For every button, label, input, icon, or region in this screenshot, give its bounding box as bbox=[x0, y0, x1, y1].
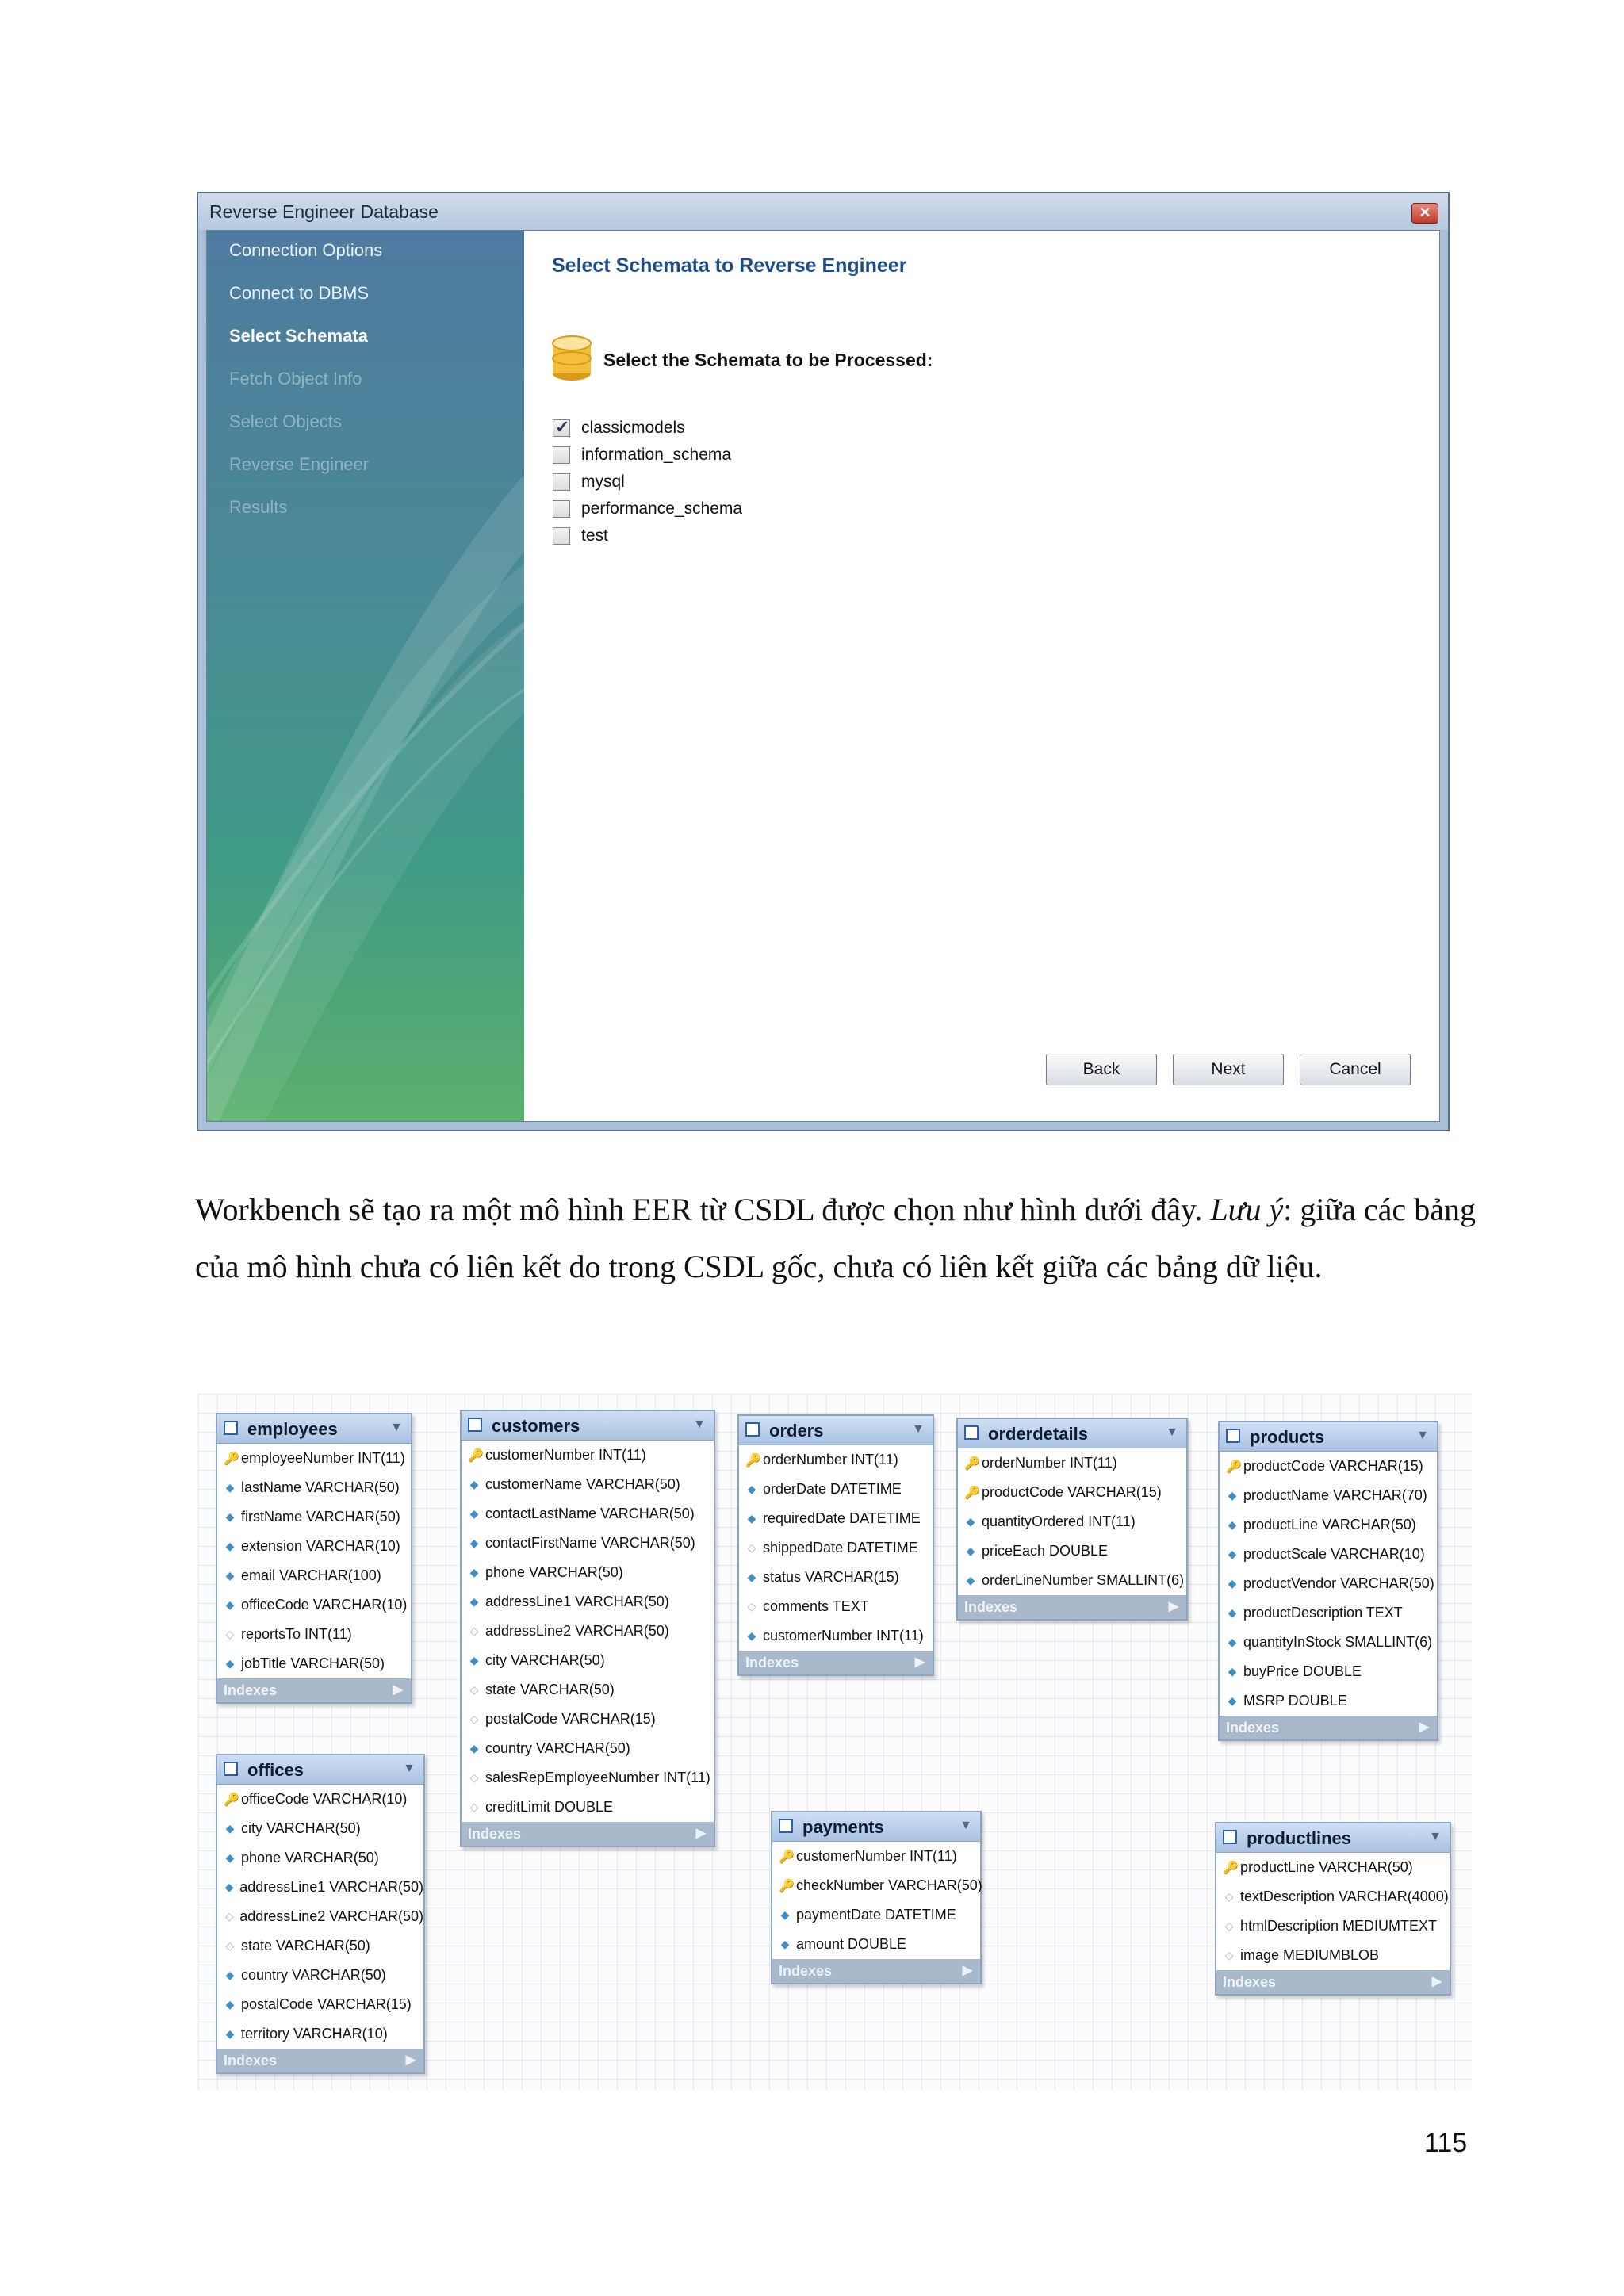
indexes-bar[interactable] bbox=[1216, 1970, 1450, 1994]
nullable-column-icon: ◇ bbox=[225, 1628, 235, 1640]
column-row bbox=[217, 1785, 423, 1814]
column-row bbox=[462, 1675, 714, 1705]
column-text: requiredDate DATETIME bbox=[763, 1510, 921, 1526]
column-row bbox=[217, 1873, 423, 1902]
table-employees[interactable] bbox=[216, 1413, 412, 1704]
column-row bbox=[217, 1561, 411, 1590]
column-row bbox=[1220, 1481, 1437, 1510]
nullable-column-icon: ◇ bbox=[469, 1683, 479, 1696]
schema-checkbox[interactable] bbox=[553, 419, 570, 437]
column-row bbox=[462, 1470, 714, 1499]
nullable-column-icon: ◇ bbox=[1224, 1919, 1234, 1932]
column-row bbox=[462, 1705, 714, 1734]
eer-diagram bbox=[198, 1394, 1472, 2090]
column-text: productVendor VARCHAR(50) bbox=[1243, 1575, 1434, 1591]
table-orders[interactable] bbox=[737, 1414, 934, 1676]
column-row bbox=[217, 1843, 423, 1873]
column-icon: ◆ bbox=[225, 1540, 235, 1552]
nullable-column-icon: ◇ bbox=[1224, 1949, 1234, 1961]
column-text: customerNumber INT(11) bbox=[796, 1848, 957, 1864]
wizard-sidebar bbox=[207, 231, 524, 1121]
column-icon: ◆ bbox=[966, 1574, 975, 1586]
table-orderdetails[interactable] bbox=[956, 1418, 1188, 1621]
column-icon: ◆ bbox=[1228, 1636, 1237, 1648]
table-customers[interactable] bbox=[460, 1410, 715, 1847]
column-row bbox=[217, 1590, 411, 1620]
table-payments[interactable] bbox=[771, 1811, 982, 1984]
schema-checkbox[interactable] bbox=[553, 527, 570, 545]
column-row bbox=[462, 1558, 714, 1587]
column-text: customerName VARCHAR(50) bbox=[485, 1476, 680, 1492]
collapse-arrow-icon[interactable]: ▼ bbox=[1166, 1425, 1178, 1439]
column-icon: ◆ bbox=[225, 1510, 235, 1523]
column-icon: ◆ bbox=[469, 1507, 479, 1520]
column-icon: ◆ bbox=[747, 1571, 756, 1583]
column-icon: ◆ bbox=[1228, 1665, 1237, 1678]
table-name: productlines bbox=[1247, 1828, 1352, 1848]
indexes-bar[interactable] bbox=[217, 2049, 423, 2072]
column-text: productLine VARCHAR(50) bbox=[1243, 1517, 1416, 1533]
column-row bbox=[739, 1592, 933, 1621]
column-row bbox=[462, 1617, 714, 1646]
column-row bbox=[217, 1532, 411, 1561]
column-row bbox=[739, 1533, 933, 1563]
column-icon: ◆ bbox=[469, 1595, 479, 1608]
nullable-column-icon: ◇ bbox=[224, 1910, 234, 1923]
schema-label: performance_schema bbox=[581, 499, 743, 518]
column-row bbox=[1220, 1598, 1437, 1628]
column-row bbox=[217, 1990, 423, 2019]
nullable-column-icon: ◇ bbox=[747, 1541, 756, 1554]
dialog-body bbox=[206, 230, 1440, 1122]
indexes-bar[interactable] bbox=[217, 1678, 411, 1702]
sidebar-swoosh-graphic bbox=[207, 231, 524, 1121]
column-row bbox=[1220, 1628, 1437, 1657]
column-text: productCode VARCHAR(15) bbox=[1243, 1458, 1423, 1474]
column-icon: ◆ bbox=[225, 1481, 235, 1494]
close-icon[interactable]: ✕ bbox=[1411, 203, 1438, 224]
table-offices[interactable] bbox=[216, 1754, 425, 2074]
schema-label: test bbox=[581, 526, 608, 545]
back-button-label: Back bbox=[1082, 1060, 1120, 1078]
nav-step-select-objects: Select Objects bbox=[229, 411, 342, 431]
table-icon bbox=[964, 1425, 979, 1440]
cancel-button[interactable] bbox=[1300, 1054, 1411, 1085]
column-text: email VARCHAR(100) bbox=[241, 1567, 381, 1583]
table-header[interactable] bbox=[462, 1411, 714, 1441]
dialog-title: Reverse Engineer Database bbox=[209, 201, 439, 222]
column-row bbox=[1220, 1686, 1437, 1716]
table-name: employees bbox=[247, 1419, 338, 1439]
column-text: jobTitle VARCHAR(50) bbox=[241, 1655, 385, 1671]
column-row bbox=[772, 1842, 980, 1871]
expand-arrow-icon[interactable]: ▶ bbox=[1431, 1975, 1442, 1988]
table-header[interactable] bbox=[739, 1416, 933, 1445]
indexes-label: Indexes bbox=[224, 2053, 278, 2068]
column-text: orderDate DATETIME bbox=[763, 1481, 902, 1497]
table-header[interactable] bbox=[1220, 1422, 1437, 1452]
schema-label: information_schema bbox=[581, 446, 732, 464]
column-text: postalCode VARCHAR(15) bbox=[241, 1996, 412, 2012]
column-row bbox=[1220, 1569, 1437, 1598]
column-icon: ◆ bbox=[1228, 1548, 1237, 1560]
table-name: offices bbox=[247, 1760, 304, 1780]
column-text: htmlDescription MEDIUMTEXT bbox=[1240, 1918, 1438, 1934]
column-icon: ◆ bbox=[225, 1569, 235, 1582]
primary-key-icon: 🔑 bbox=[745, 1453, 761, 1468]
schema-option[interactable] bbox=[553, 442, 742, 469]
column-text: state VARCHAR(50) bbox=[485, 1682, 615, 1697]
table-name: orders bbox=[769, 1421, 824, 1441]
schema-option[interactable] bbox=[553, 496, 742, 522]
nullable-column-icon: ◇ bbox=[225, 1939, 235, 1952]
column-text: priceEach DOUBLE bbox=[982, 1543, 1109, 1559]
nullable-column-icon: ◇ bbox=[469, 1712, 479, 1725]
column-text: customerNumber INT(11) bbox=[485, 1447, 646, 1463]
table-name: orderdetails bbox=[988, 1424, 1088, 1444]
nav-step-fetch-object-info: Fetch Object Info bbox=[229, 369, 362, 388]
column-row bbox=[772, 1871, 980, 1900]
column-row bbox=[772, 1930, 980, 1959]
column-text: addressLine1 VARCHAR(50) bbox=[239, 1879, 423, 1895]
primary-key-icon: 🔑 bbox=[964, 1456, 980, 1471]
column-row bbox=[462, 1587, 714, 1617]
column-text: addressLine1 VARCHAR(50) bbox=[485, 1594, 669, 1609]
column-row bbox=[217, 1620, 411, 1649]
column-row bbox=[217, 1961, 423, 1990]
table-name: customers bbox=[492, 1416, 580, 1436]
expand-arrow-icon[interactable]: ▶ bbox=[405, 2053, 416, 2067]
table-icon bbox=[779, 1819, 793, 1833]
column-row bbox=[958, 1478, 1186, 1507]
indexes-label: Indexes bbox=[964, 1599, 1018, 1615]
column-row bbox=[739, 1621, 933, 1651]
column-row bbox=[462, 1734, 714, 1763]
indexes-label: Indexes bbox=[779, 1963, 833, 1979]
column-text: territory VARCHAR(10) bbox=[241, 2026, 388, 2042]
column-text: comments TEXT bbox=[763, 1598, 869, 1614]
collapse-arrow-icon[interactable]: ▼ bbox=[403, 1762, 416, 1775]
column-row bbox=[217, 1814, 423, 1843]
column-text: productScale VARCHAR(10) bbox=[1243, 1546, 1425, 1562]
table-products[interactable] bbox=[1218, 1421, 1438, 1741]
column-row bbox=[462, 1763, 714, 1793]
column-text: creditLimit DOUBLE bbox=[485, 1799, 614, 1815]
schema-list bbox=[553, 415, 742, 549]
primary-key-icon: 🔑 bbox=[1226, 1460, 1242, 1474]
column-icon: ◆ bbox=[1228, 1489, 1237, 1502]
indexes-label: Indexes bbox=[1223, 1974, 1277, 1990]
paragraph-text-1: Workbench sẽ tạo ra một mô hình EER từ CSDL được chọn như hình dưới đây. bbox=[195, 1192, 1211, 1227]
column-row bbox=[739, 1445, 933, 1475]
dialog-titlebar bbox=[198, 193, 1448, 230]
column-icon: ◆ bbox=[469, 1566, 479, 1578]
column-text: salesRepEmployeeNumber INT(11) bbox=[485, 1770, 710, 1785]
indexes-label: Indexes bbox=[224, 1682, 278, 1698]
table-header[interactable] bbox=[217, 1414, 411, 1444]
indexes-label: Indexes bbox=[745, 1655, 799, 1670]
schema-checkbox[interactable] bbox=[553, 500, 570, 518]
column-text: reportsTo INT(11) bbox=[241, 1626, 352, 1642]
table-header[interactable] bbox=[1216, 1823, 1450, 1853]
column-row bbox=[1220, 1510, 1437, 1540]
column-text: MSRP DOUBLE bbox=[1243, 1693, 1347, 1709]
primary-key-icon: 🔑 bbox=[1223, 1861, 1239, 1875]
column-text: addressLine2 VARCHAR(50) bbox=[485, 1623, 669, 1639]
cancel-button-label: Cancel bbox=[1329, 1060, 1381, 1078]
expand-arrow-icon[interactable]: ▶ bbox=[393, 1683, 403, 1697]
column-text: productName VARCHAR(70) bbox=[1243, 1487, 1427, 1503]
column-row bbox=[1216, 1941, 1450, 1970]
column-text: checkNumber VARCHAR(50) bbox=[796, 1877, 982, 1893]
column-text: buyPrice DOUBLE bbox=[1243, 1663, 1362, 1679]
column-icon: ◆ bbox=[1228, 1694, 1237, 1707]
column-text: contactLastName VARCHAR(50) bbox=[485, 1506, 695, 1521]
paragraph-note: Lưu ý bbox=[1210, 1192, 1284, 1227]
column-row bbox=[1220, 1540, 1437, 1569]
column-row bbox=[958, 1566, 1186, 1595]
table-icon bbox=[224, 1421, 238, 1435]
column-text: employeeNumber INT(11) bbox=[241, 1450, 405, 1466]
collapse-arrow-icon[interactable]: ▼ bbox=[390, 1421, 403, 1434]
table-icon bbox=[224, 1762, 238, 1776]
column-text: textDescription VARCHAR(4000) bbox=[1240, 1888, 1449, 1904]
column-icon: ◆ bbox=[747, 1483, 756, 1495]
indexes-bar[interactable] bbox=[772, 1959, 980, 1983]
column-row bbox=[217, 1931, 423, 1961]
column-row bbox=[1220, 1657, 1437, 1686]
column-text: phone VARCHAR(50) bbox=[485, 1564, 623, 1580]
column-icon: ◆ bbox=[225, 1657, 235, 1670]
column-text: city VARCHAR(50) bbox=[241, 1820, 361, 1836]
column-text: paymentDate DATETIME bbox=[796, 1907, 956, 1923]
column-row bbox=[217, 1473, 411, 1502]
column-icon: ◆ bbox=[747, 1512, 756, 1525]
column-text: shippedDate DATETIME bbox=[763, 1540, 918, 1556]
primary-key-icon: 🔑 bbox=[779, 1879, 795, 1893]
column-row bbox=[217, 1649, 411, 1678]
expand-arrow-icon[interactable]: ▶ bbox=[914, 1655, 925, 1669]
column-text: extension VARCHAR(10) bbox=[241, 1538, 400, 1554]
column-row bbox=[217, 1502, 411, 1532]
table-header[interactable] bbox=[217, 1755, 423, 1785]
table-header[interactable] bbox=[772, 1812, 980, 1842]
schema-checkbox[interactable] bbox=[553, 446, 570, 464]
nullable-column-icon: ◇ bbox=[747, 1600, 756, 1613]
nullable-column-icon: ◇ bbox=[1224, 1890, 1234, 1903]
expand-arrow-icon[interactable]: ▶ bbox=[962, 1964, 972, 1977]
database-icon bbox=[551, 334, 592, 383]
next-button-label: Next bbox=[1211, 1060, 1246, 1078]
column-row bbox=[772, 1900, 980, 1930]
collapse-arrow-icon[interactable]: ▼ bbox=[693, 1418, 706, 1431]
column-text: firstName VARCHAR(50) bbox=[241, 1509, 400, 1525]
column-text: lastName VARCHAR(50) bbox=[241, 1479, 400, 1495]
column-text: amount DOUBLE bbox=[796, 1936, 907, 1952]
column-text: orderNumber INT(11) bbox=[763, 1452, 898, 1468]
checkmark-icon: ✓ bbox=[555, 417, 570, 437]
column-icon: ◆ bbox=[224, 1881, 234, 1893]
schema-option[interactable] bbox=[553, 469, 742, 496]
column-row bbox=[958, 1448, 1186, 1478]
indexes-bar[interactable] bbox=[462, 1822, 714, 1846]
column-icon: ◆ bbox=[469, 1478, 479, 1490]
schema-label: classicmodels bbox=[581, 419, 685, 437]
column-row bbox=[217, 1444, 411, 1473]
primary-key-icon: 🔑 bbox=[224, 1793, 239, 1807]
column-text: phone VARCHAR(50) bbox=[241, 1850, 379, 1866]
column-icon: ◆ bbox=[225, 1969, 235, 1981]
column-text: contactFirstName VARCHAR(50) bbox=[485, 1535, 695, 1551]
indexes-label: Indexes bbox=[468, 1826, 522, 1842]
column-row bbox=[462, 1499, 714, 1529]
nav-step-connection-options: Connection Options bbox=[229, 240, 383, 260]
column-text: orderLineNumber SMALLINT(6) bbox=[982, 1572, 1185, 1588]
next-button[interactable] bbox=[1173, 1054, 1284, 1085]
schema-checkbox[interactable] bbox=[553, 473, 570, 491]
table-icon bbox=[1226, 1429, 1240, 1443]
nav-step-reverse-engineer: Reverse Engineer bbox=[229, 454, 370, 474]
column-text: addressLine2 VARCHAR(50) bbox=[239, 1908, 423, 1924]
table-name: products bbox=[1250, 1427, 1325, 1447]
primary-key-icon: 🔑 bbox=[224, 1452, 239, 1466]
expand-arrow-icon[interactable]: ▶ bbox=[1168, 1600, 1178, 1613]
column-text: officeCode VARCHAR(10) bbox=[241, 1791, 408, 1807]
column-icon: ◆ bbox=[469, 1654, 479, 1667]
column-text: country VARCHAR(50) bbox=[485, 1740, 630, 1756]
expand-arrow-icon[interactable]: ▶ bbox=[695, 1827, 706, 1840]
column-text: image MEDIUMBLOB bbox=[1240, 1947, 1380, 1963]
column-row bbox=[739, 1504, 933, 1533]
schema-option[interactable] bbox=[553, 522, 742, 549]
wizard-content bbox=[524, 231, 1439, 1121]
nullable-column-icon: ◇ bbox=[469, 1771, 479, 1784]
indexes-bar[interactable] bbox=[739, 1651, 933, 1674]
reverse-engineer-dialog bbox=[197, 192, 1450, 1131]
column-icon: ◆ bbox=[747, 1629, 756, 1642]
page-number: 115 bbox=[1424, 2128, 1468, 2158]
schema-option[interactable] bbox=[553, 415, 742, 442]
indexes-bar[interactable] bbox=[958, 1595, 1186, 1619]
column-icon: ◆ bbox=[225, 1998, 235, 2011]
column-text: quantityInStock SMALLINT(6) bbox=[1243, 1634, 1433, 1650]
column-text: orderNumber INT(11) bbox=[982, 1455, 1117, 1471]
column-row bbox=[462, 1646, 714, 1675]
collapse-arrow-icon[interactable]: ▼ bbox=[1416, 1429, 1429, 1442]
nav-step-select-schemata: Select Schemata bbox=[229, 326, 368, 346]
column-text: country VARCHAR(50) bbox=[241, 1967, 386, 1983]
nav-step-connect-to-dbms: Connect to DBMS bbox=[229, 283, 370, 303]
table-icon bbox=[1223, 1830, 1237, 1844]
column-icon: ◆ bbox=[469, 1742, 479, 1755]
column-icon: ◆ bbox=[225, 1851, 235, 1864]
column-text: city VARCHAR(50) bbox=[485, 1652, 605, 1668]
column-text: state VARCHAR(50) bbox=[241, 1938, 370, 1954]
table-icon bbox=[745, 1422, 760, 1437]
column-icon: ◆ bbox=[1228, 1577, 1237, 1590]
indexes-label: Indexes bbox=[1226, 1720, 1280, 1735]
column-row bbox=[1216, 1853, 1450, 1882]
column-text: productDescription TEXT bbox=[1243, 1605, 1403, 1621]
schemata-prompt: Select the Schemata to be Processed: bbox=[603, 350, 933, 370]
nullable-column-icon: ◇ bbox=[469, 1800, 479, 1813]
column-text: status VARCHAR(15) bbox=[763, 1569, 899, 1585]
collapse-arrow-icon[interactable]: ▼ bbox=[959, 1819, 972, 1832]
column-text: postalCode VARCHAR(15) bbox=[485, 1711, 656, 1727]
column-text: productCode VARCHAR(15) bbox=[982, 1484, 1162, 1500]
primary-key-icon: 🔑 bbox=[468, 1448, 484, 1463]
nav-step-results: Results bbox=[229, 497, 288, 517]
column-row bbox=[462, 1441, 714, 1470]
column-icon: ◆ bbox=[1228, 1518, 1237, 1531]
column-row bbox=[462, 1793, 714, 1822]
primary-key-icon: 🔑 bbox=[779, 1850, 795, 1864]
column-text: productLine VARCHAR(50) bbox=[1240, 1859, 1413, 1875]
body-paragraph bbox=[195, 1181, 1476, 1295]
paragraph-text-2: : giữa các bảng của mô hình chưa có liên kết do trong CSDL gốc, chưa có liên kết giữa các bảng dữ liệu. bbox=[195, 1192, 1476, 1284]
column-icon: ◆ bbox=[469, 1536, 479, 1549]
table-name: payments bbox=[802, 1817, 884, 1837]
table-header[interactable] bbox=[958, 1419, 1186, 1448]
column-icon: ◆ bbox=[966, 1544, 975, 1557]
table-icon bbox=[468, 1418, 482, 1432]
column-text: officeCode VARCHAR(10) bbox=[241, 1597, 408, 1613]
column-row bbox=[217, 2019, 423, 2049]
nullable-column-icon: ◇ bbox=[469, 1624, 479, 1637]
back-button[interactable] bbox=[1046, 1054, 1157, 1085]
collapse-arrow-icon[interactable]: ▼ bbox=[1429, 1830, 1442, 1843]
page-heading: Select Schemata to Reverse Engineer bbox=[552, 254, 907, 277]
column-icon: ◆ bbox=[966, 1515, 975, 1528]
column-row bbox=[1220, 1452, 1437, 1481]
column-icon: ◆ bbox=[780, 1938, 790, 1950]
column-row bbox=[1216, 1911, 1450, 1941]
column-icon: ◆ bbox=[1228, 1606, 1237, 1619]
table-productlines[interactable] bbox=[1215, 1822, 1451, 1996]
column-icon: ◆ bbox=[225, 1822, 235, 1835]
column-icon: ◆ bbox=[225, 1598, 235, 1611]
column-row bbox=[958, 1536, 1186, 1566]
column-icon: ◆ bbox=[780, 1908, 790, 1921]
primary-key-icon: 🔑 bbox=[964, 1486, 980, 1500]
indexes-bar[interactable] bbox=[1220, 1716, 1437, 1739]
column-row bbox=[217, 1902, 423, 1931]
expand-arrow-icon[interactable]: ▶ bbox=[1419, 1720, 1429, 1734]
collapse-arrow-icon[interactable]: ▼ bbox=[912, 1422, 925, 1436]
column-row bbox=[1216, 1882, 1450, 1911]
column-icon: ◆ bbox=[225, 2027, 235, 2040]
schema-label: mysql bbox=[581, 473, 625, 491]
column-row bbox=[739, 1563, 933, 1592]
column-row bbox=[462, 1529, 714, 1558]
column-row bbox=[739, 1475, 933, 1504]
column-text: quantityOrdered INT(11) bbox=[982, 1513, 1136, 1529]
column-row bbox=[958, 1507, 1186, 1536]
column-text: customerNumber INT(11) bbox=[763, 1628, 924, 1644]
